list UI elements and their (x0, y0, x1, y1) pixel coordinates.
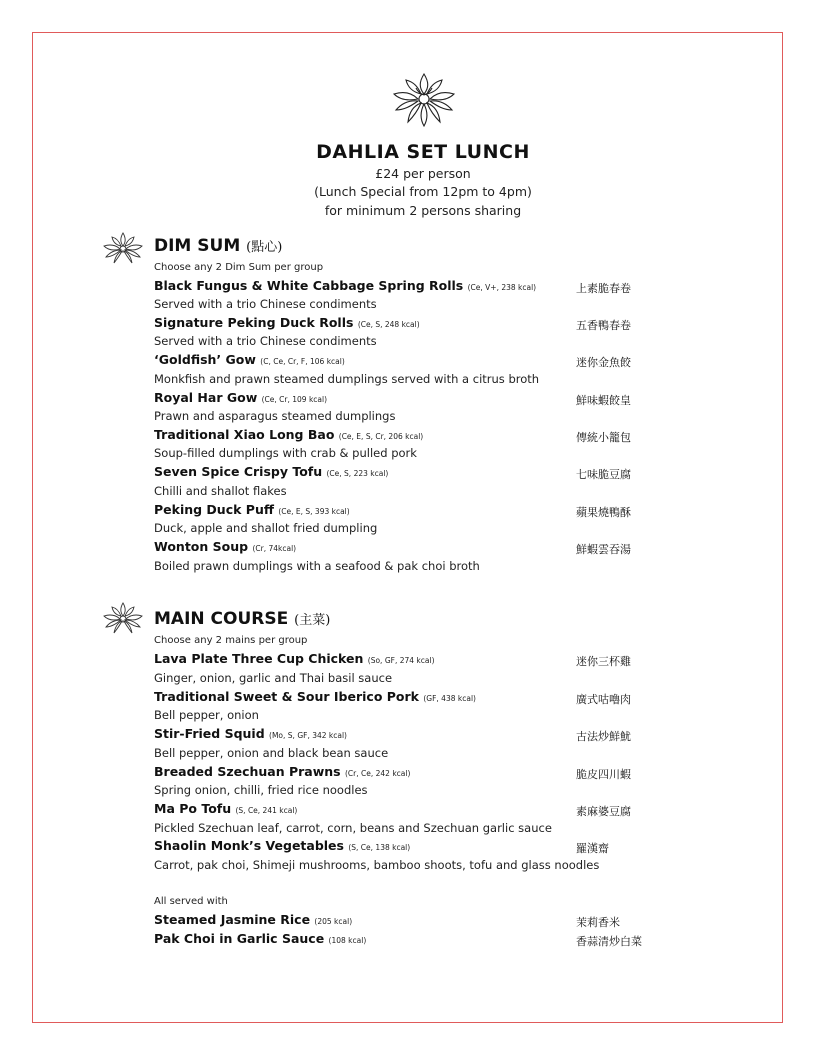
main-item-name (154, 726, 347, 741)
item-allergens: (205 kcal) (314, 917, 353, 926)
item-name: Pak Choi in Garlic Sauce (154, 931, 325, 946)
side-item-name (154, 912, 352, 927)
item-chinese-name: 迷你金魚餃 (576, 356, 631, 369)
dim-sum-item-name (154, 464, 388, 479)
item-chinese-name: 鮮味蝦餃皇 (576, 394, 631, 407)
dim-sum-flower-icon (100, 230, 146, 266)
item-name: Stir-Fried Squid (154, 726, 265, 741)
main-item-name (154, 651, 435, 666)
page-title: DAHLIA SET LUNCH (316, 141, 530, 163)
item-chinese-name: 傳統小籠包 (576, 431, 631, 444)
item-allergens: (Cr, 74kcal) (252, 544, 297, 553)
dim-sum-heading (154, 236, 282, 256)
item-name: Wonton Soup (154, 539, 249, 554)
main-course-title-chinese: (主菜) (294, 613, 331, 628)
item-description: Bell pepper, onion (154, 708, 259, 722)
dim-sum-item-name (154, 390, 327, 405)
item-description: Boiled prawn dumplings with a seafood & pak choi broth (154, 559, 480, 573)
main-course-note: Choose any 2 mains per group (154, 635, 308, 646)
main-course-flower-icon (100, 600, 146, 636)
item-allergens: (Ce, Cr, 109 kcal) (261, 395, 328, 404)
main-course-heading (154, 609, 330, 629)
item-allergens: (Ce, E, S, Cr, 206 kcal) (338, 432, 424, 441)
dim-sum-note: Choose any 2 Dim Sum per group (154, 262, 324, 273)
item-name: Signature Peking Duck Rolls (154, 315, 354, 330)
item-allergens: (Ce, S, 248 kcal) (357, 320, 420, 329)
item-description: Spring onion, chilli, fried rice noodles (154, 783, 368, 797)
item-chinese-name: 香蒜清炒白菜 (576, 935, 642, 948)
item-name: Lava Plate Three Cup Chicken (154, 651, 364, 666)
dim-sum-item-name (154, 539, 296, 554)
item-name: ‘Goldfish’ Gow (154, 352, 256, 367)
item-description: Served with a trio Chinese condiments (154, 297, 377, 311)
dim-sum-item-name (154, 427, 423, 442)
lunch-special-text: (Lunch Special from 12pm to 4pm) (314, 184, 532, 199)
item-description: Chilli and shallot flakes (154, 484, 287, 498)
item-description: Bell pepper, onion and black bean sauce (154, 746, 389, 760)
item-allergens: (Ce, E, S, 393 kcal) (278, 507, 350, 516)
item-allergens: (C, Ce, Cr, F, 106 kcal) (260, 357, 345, 366)
price-text: £24 per person (375, 166, 471, 181)
dahlia-flower-icon (388, 70, 460, 128)
side-item-name (154, 931, 366, 946)
item-description: Served with a trio Chinese condiments (154, 334, 377, 348)
main-item-name (154, 801, 297, 816)
item-name: Shaolin Monk’s Vegetables (154, 838, 344, 853)
item-chinese-name: 素麻婆豆腐 (576, 805, 631, 818)
item-description: Monkfish and prawn steamed dumplings served with a citrus broth (154, 372, 540, 386)
item-chinese-name: 迷你三杯雞 (576, 655, 631, 668)
item-allergens: (S, Ce, 241 kcal) (235, 806, 298, 815)
item-allergens: (Mo, S, GF, 342 kcal) (269, 731, 347, 740)
item-chinese-name: 上素脆春卷 (576, 282, 631, 295)
item-description: Soup-filled dumplings with crab & pulled pork (154, 446, 417, 460)
dim-sum-item-name (154, 315, 420, 330)
item-chinese-name: 蘋果燒鴨酥 (576, 506, 631, 519)
item-description: Ginger, onion, garlic and Thai basil sauce (154, 671, 393, 685)
item-name: Royal Har Gow (154, 390, 258, 405)
item-chinese-name: 古法炒鮮魷 (576, 730, 631, 743)
item-name: Ma Po Tofu (154, 801, 232, 816)
item-allergens: (Ce, V+, 238 kcal) (467, 283, 537, 292)
dim-sum-item-name (154, 502, 350, 517)
item-allergens: (GF, 438 kcal) (423, 694, 476, 703)
main-item-name (154, 689, 476, 704)
item-chinese-name: 五香鴨春卷 (576, 319, 631, 332)
dim-sum-title-chinese: (點心) (246, 240, 283, 255)
dim-sum-title: DIM SUM (154, 236, 241, 256)
minimum-persons-text: for minimum 2 persons sharing (324, 203, 522, 218)
item-chinese-name: 七味脆豆腐 (576, 468, 631, 481)
item-name: Black Fungus & White Cabbage Spring Rolls (154, 278, 464, 293)
item-description: Carrot, pak choi, Shimeji mushrooms, bamboo shoots, tofu and glass noodles (154, 858, 600, 872)
item-name: Traditional Xiao Long Bao (154, 427, 335, 442)
item-chinese-name: 廣式咕嚕肉 (576, 693, 631, 706)
item-allergens: (Cr, Ce, 242 kcal) (345, 769, 411, 778)
item-allergens: (108 kcal) (328, 936, 367, 945)
main-item-name (154, 838, 410, 853)
served-with-note: All served with (154, 896, 228, 907)
item-allergens: (So, GF, 274 kcal) (367, 656, 435, 665)
dim-sum-item-name (154, 278, 536, 293)
dim-sum-item-name (154, 352, 345, 367)
item-name: Traditional Sweet & Sour Iberico Pork (154, 689, 419, 704)
item-name: Peking Duck Puff (154, 502, 274, 517)
item-chinese-name: 脆皮四川蝦 (576, 768, 631, 781)
item-allergens: (Ce, S, 223 kcal) (326, 469, 389, 478)
item-chinese-name: 羅漢齋 (576, 842, 609, 855)
item-chinese-name: 茉莉香米 (576, 916, 620, 929)
item-name: Seven Spice Crispy Tofu (154, 464, 323, 479)
item-description: Duck, apple and shallot fried dumpling (154, 521, 378, 535)
item-description: Pickled Szechuan leaf, carrot, corn, beans and Szechuan garlic sauce (154, 821, 552, 835)
main-course-title: MAIN COURSE (154, 609, 289, 629)
main-item-name (154, 764, 410, 779)
item-chinese-name: 鮮蝦雲吞湯 (576, 543, 631, 556)
item-description: Prawn and asparagus steamed dumplings (154, 409, 396, 423)
item-name: Breaded Szechuan Prawns (154, 764, 341, 779)
item-allergens: (S, Ce, 138 kcal) (348, 843, 411, 852)
item-name: Steamed Jasmine Rice (154, 912, 311, 927)
